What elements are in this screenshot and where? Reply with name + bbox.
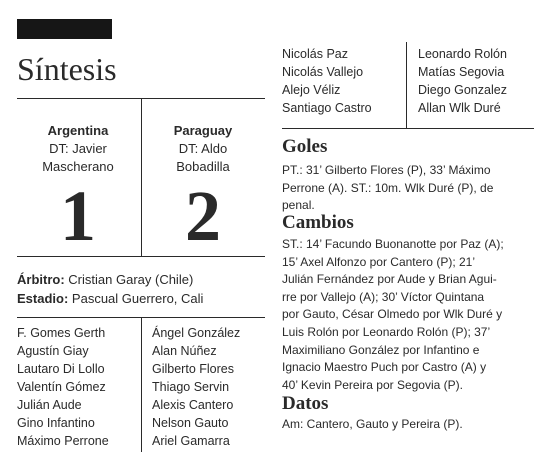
team-paraguay xyxy=(142,122,264,176)
cambios-line: 15’ Axel Alfonzo por Cantero (P); 21’ xyxy=(282,254,475,269)
goles-line: Perrone (A). ST.: 10m. Wlk Duré (P), de xyxy=(282,180,494,195)
cambios-line: Maximiliano González por Infantino e xyxy=(282,342,480,357)
team-score: 2 xyxy=(185,176,221,256)
list-item: Nicolás Paz xyxy=(282,47,348,61)
team-score: 1 xyxy=(60,176,96,256)
goles-text xyxy=(282,162,493,215)
referee-line xyxy=(17,270,203,289)
list-item: Nelson Gauto xyxy=(152,416,229,430)
section-title-goles: Goles xyxy=(282,136,328,157)
list-item: Thiago Servin xyxy=(152,380,230,394)
team-coach-line: Mascherano xyxy=(42,159,114,174)
scoreboard-bottom-rule xyxy=(17,256,265,257)
team-coach-line: Bobadilla xyxy=(176,159,230,174)
section-title-datos: Datos xyxy=(282,393,329,414)
list-item: Ángel González xyxy=(152,326,241,340)
list-item: Julián Aude xyxy=(17,398,82,412)
list-item: Santiago Castro xyxy=(282,101,372,115)
cambios-line: Ignacio Maestro Puch por Castro (A) y xyxy=(282,360,487,375)
lineups-divider xyxy=(141,317,142,452)
cambios-line: 40’ Kevin Pereira por Segovia (P). xyxy=(282,377,463,392)
lineup-paraguay xyxy=(152,324,240,450)
lineup-argentina xyxy=(17,324,109,450)
team-name: Argentina xyxy=(47,123,109,138)
list-item: Gilberto Flores xyxy=(152,362,234,376)
stadium-line xyxy=(17,289,203,308)
list-item: Ariel Gamarra xyxy=(152,434,230,448)
list-item: Lautaro Di Lollo xyxy=(17,362,105,376)
lineup-paraguay-cont xyxy=(418,45,507,117)
list-item: Alan Núñez xyxy=(152,344,217,358)
cambios-text xyxy=(282,236,504,394)
datos-text xyxy=(282,416,463,434)
list-item: Valentín Gómez xyxy=(17,380,106,394)
goles-line: penal. xyxy=(282,198,315,213)
list-item: F. Gomes Gerth xyxy=(17,326,106,340)
list-item: Alexis Cantero xyxy=(152,398,234,412)
referee-label: Árbitro: xyxy=(17,272,65,287)
list-item: Agustín Giay xyxy=(17,344,89,358)
list-item: Allan Wlk Duré xyxy=(418,101,501,115)
page-title: Síntesis xyxy=(17,51,117,87)
cambios-line: Julián Fernández por Aude y Brian Agui- xyxy=(282,272,497,287)
list-item: Diego Gonzalez xyxy=(418,83,507,97)
stadium-value: Pascual Guerrero, Cali xyxy=(71,291,204,306)
stadium-label: Estadio: xyxy=(17,291,69,306)
header-bar xyxy=(17,19,112,39)
lineup-argentina-cont xyxy=(282,45,372,117)
list-item: Gino Infantino xyxy=(17,416,95,430)
team-coach-line: DT: Aldo xyxy=(178,141,228,156)
cambios-line: ST.: 14’ Facundo Buonanotte por Paz (A); xyxy=(282,237,504,251)
team-name: Paraguay xyxy=(173,123,233,138)
list-item: Leonardo Rolón xyxy=(418,47,507,61)
list-item: Nicolás Vallejo xyxy=(282,65,364,79)
goles-line: PT.: 31’ Gilberto Flores (P), 33’ Máximo xyxy=(282,163,491,177)
list-item: Alejo Véliz xyxy=(282,83,341,97)
list-item: Máximo Perrone xyxy=(17,434,109,448)
lineups-cont-divider xyxy=(406,42,407,128)
list-item: Matías Segovia xyxy=(418,65,505,79)
cambios-line: Luis Rolón por Leonardo Rolón (P); 37’ xyxy=(282,324,491,339)
team-coach-line: DT: Javier xyxy=(49,141,107,156)
goles-top-rule xyxy=(282,128,534,129)
officials-block xyxy=(17,270,203,308)
referee-value: Cristian Garay (Chile) xyxy=(68,272,194,287)
section-title-cambios: Cambios xyxy=(282,212,354,233)
datos-line: Am: Cantero, Gauto y Pereira (P). xyxy=(282,417,463,431)
cambios-line: por Gauto, César Olmedo por Wlk Duré y xyxy=(282,307,503,322)
team-argentina xyxy=(17,122,139,176)
cambios-line: rre por Vallejo (A); 30’ Víctor Quintana xyxy=(282,289,485,304)
